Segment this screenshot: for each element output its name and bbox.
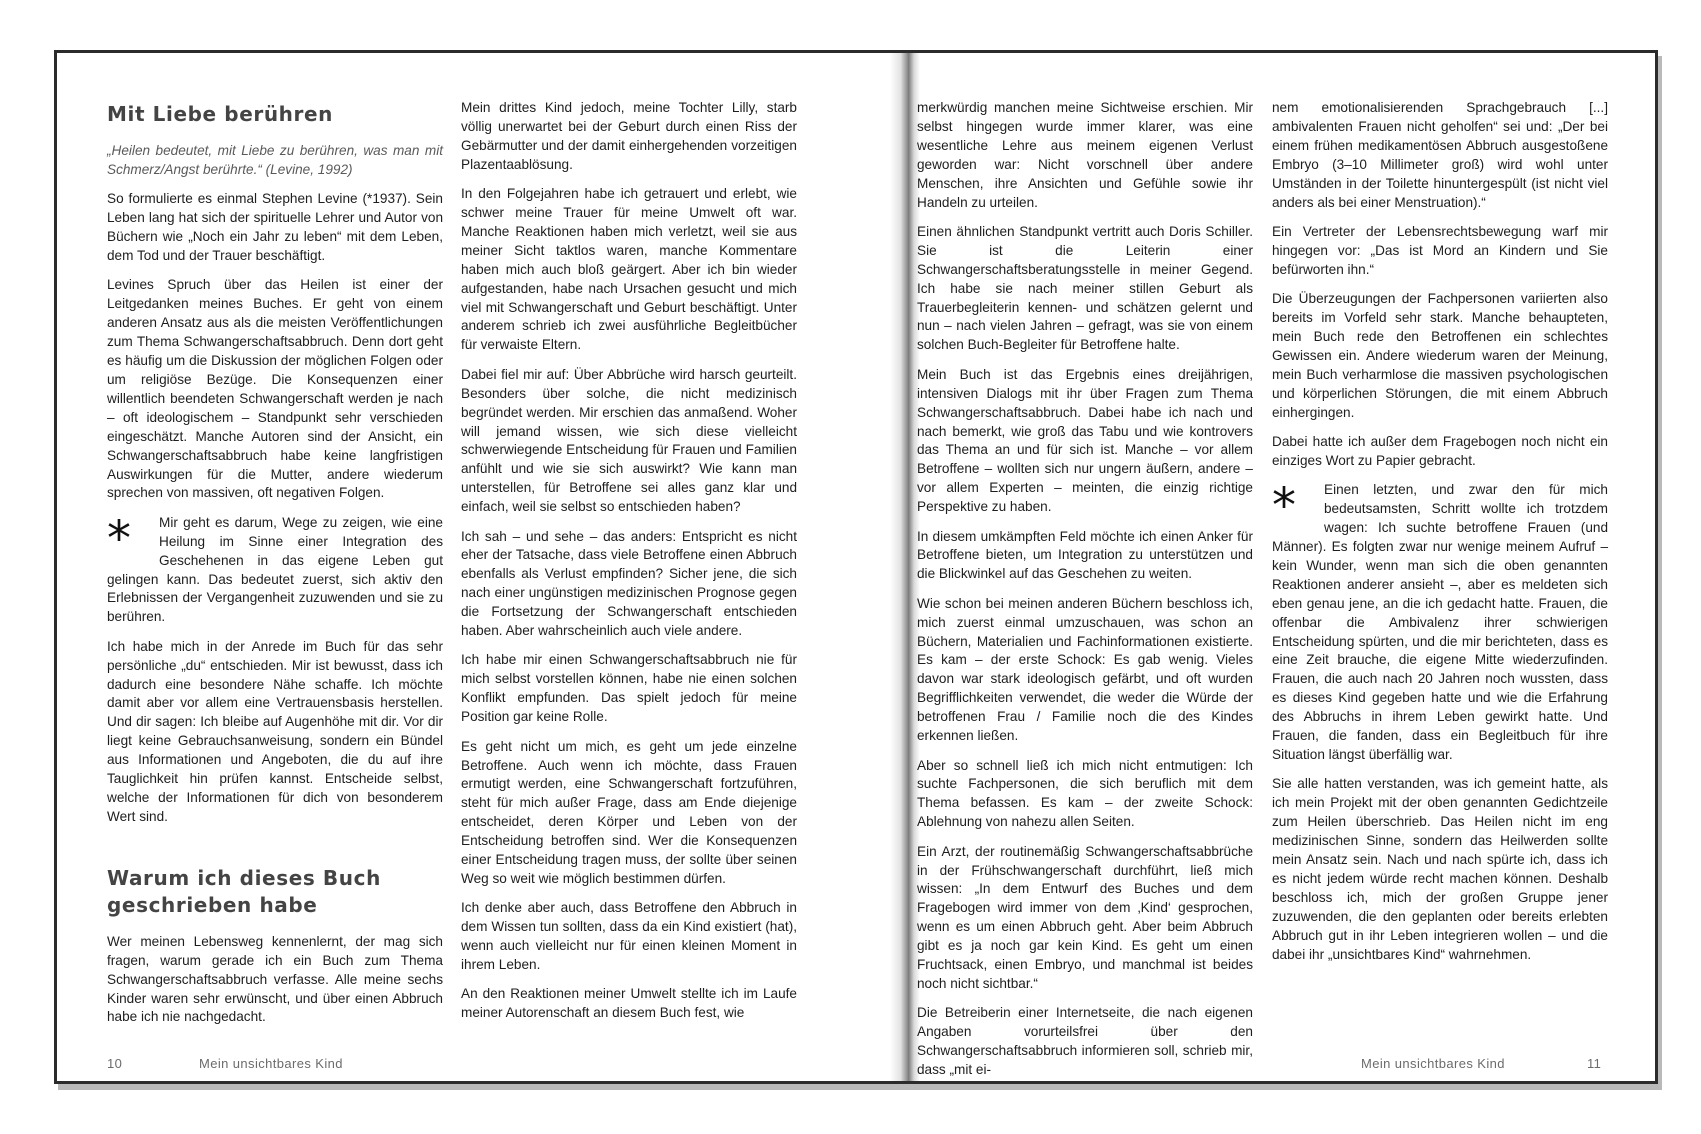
running-title-right: Mein unsichtbares Kind [1361, 1056, 1505, 1071]
epigraph-quote: „Heilen bedeutet, mit Liebe zu berühren, was man mit Schmerz/Angst berührte.“ (Levine, 1992) [107, 143, 443, 177]
heading-warum-ich-dieses-buch: Warum ich dieses Buch geschrieben habe [107, 865, 381, 917]
paragraph: In den Folgejahren habe ich getrauert und erlebt, wie schwer meine Trauer für meine Umwelt oft war. Manche Reaktionen haben mich verletzt, weil sie aus meiner Sicht taktlos waren, manche Kommentare haben mich auch bloß geärgert. Aber ich bin wieder aufgestanden, habe nach Ursachen gesucht und mich viel mit Schwangerschaft und Geburt beschäftigt. Unter anderem schrieb ich zwei ausführliche Begleitbücher für verwaiste Eltern. [461, 186, 797, 353]
page-number-left: 10 [107, 1056, 123, 1071]
starred-paragraph [107, 510, 443, 627]
paragraph: Die Überzeugungen der Fachpersonen variierten also bereits im Vorfeld sehr stark. Manche behaupteten, mein Buch rede den Betroffenen ein schlechtes Gewissen ein. Andere wiederum waren der Meinung, mein Buch verharmlose die massiven psychologischen und körperlichen Störungen, die mit einem Abbruch einhergingen. [1272, 291, 1608, 420]
heading-mit-liebe-beruehren: Mit Liebe berühren [107, 102, 333, 126]
paragraph: Ich sah – und sehe – das anders: Entspricht es nicht eher der Tatsache, dass viele Betroffene einen Abbruch ebenfalls als Verlust empfinden? Sicher jene, die sich nach einer ungünstigen medizinischen Prognose gegen die Fortsetzung der Schwangerschaft entschieden haben. Aber wahrscheinlich auch viele andere. [461, 528, 797, 639]
paragraph: An den Reaktionen meiner Umwelt stellte ich im Laufe meiner Autorenschaft an diesem Buch fest, wie [461, 986, 797, 1021]
paragraph: nem emotionalisierenden Sprachgebrauch [...] ambivalenten Frauen nicht geholfen“ sei und: „Der bei einem frühen medikamentösen Abbruch ausgestoßene Embryo (3–10 Millimeter groß) wird wohl unter Umständen in der Toilette hinuntergespült (ist nicht viel anders als bei einer Menstruation).“ [1272, 100, 1608, 210]
paragraph: Wie schon bei meinen anderen Büchern beschloss ich, mich zuerst einmal umzuschauen, was schon an Büchern, Materialien und Fachinformationen existierte. Es kam – der erste Schock: Es gab wenig. Vieles davon war stark ideologisch gefärbt, und oft wurden Begrifflichkeiten verwendet, die weder die Würde der betroffenen Frau / Familie noch die des Kindes erkennen ließen. [917, 595, 1253, 744]
open-book-spread [54, 50, 1658, 1084]
paragraph: merkwürdig manchen meine Sichtweise erschien. Mir selbst hingegen wurde immer klarer, was eine wesentliche Lehre aus meinem eigenen Verlust geworden war: Nicht vorschnell über andere Menschen, ihre Ansichten und Gefühle sowie ihr Handeln zu urteilen. [917, 100, 1253, 210]
paragraph: Es geht nicht um mich, es geht um jede einzelne Betroffene. Auch wenn ich möchte, dass Frauen ermutigt werden, eine Schwangerschaft fortzuführen, steht für mich außer Frage, dass am Ende diejenige entscheidet, deren Körper und Leben von der Entscheidung betroffen sind. Wer die Konsequenzen einer Entscheidung tragen muss, der sollte über seinen Weg so weit wie möglich bestimmen dürfen. [461, 738, 797, 886]
running-title-left: Mein unsichtbares Kind [199, 1056, 343, 1071]
paragraph: Aber so schnell ließ ich mich nicht entmutigen: Ich suchte Fachpersonen, die sich beruflich mit dem Thema befassen. Es kam – der zweite Schock: Ablehnung von nahezu allen Seiten. [917, 757, 1253, 830]
paragraph: Wer meinen Lebensweg kennenlernt, der mag sich fragen, warum gerade ich ein Buch zum Thema Schwangerschaftsabbruch verfasse. Alle meine sechs Kinder waren sehr erwünscht, und über einen Abbruch habe ich nie nachgedacht. [107, 933, 443, 1025]
book-gutter [890, 53, 920, 1081]
paragraph: Mein drittes Kind jedoch, meine Tochter Lilly, starb völlig unerwartet bei der Geburt durch einen Riss der Gebärmutter und der damit einhergehenden vorzeitigen Plazentaablösung. [461, 100, 797, 172]
paragraph: Levines Spruch über das Heilen ist einer der Leitgedanken meines Buches. Er geht von einem anderen Ansatz aus als die meisten Veröffentlichungen zum Thema Schwangerschaftsabbruch. Denn dort geht es häufig um die Diskussion der möglichen Folgen oder um religiöse Bezüge. Die Konsequenzen einer willentlich beendeten Schwangerschaft werden je nach – oft ideologischem – Standpunkt sehr verschieden eingeschätzt. Manche Autoren sind der Ansicht, ein Schwangerschaftsabbruch habe keine langfristigen Auswirkungen für die Mutter, andere wiederum sprechen von massiven, oft negativen Folgen. [107, 277, 443, 501]
paragraph: Ich habe mich in der Anrede im Buch für das sehr persönliche „du“ entschieden. Mir ist bewusst, dass ich dadurch eine besondere Nähe schaffe. Ich möchte damit aber vor allem eine Vertrauensbasis herstellen. Und dir sagen: Ich bleibe auf Augenhöhe mit dir. Vor dir liegt keine Gebrauchsanweisung, sondern ein Bündel aus Informationen und Angeboten, die du auf ihre Tauglichkeit hin prüfen kannst. Entscheide selbst, welche der Informationen für dich von besonderem Wert sind. [107, 638, 443, 824]
paragraph-text: Mir geht es darum, Wege zu zeigen, wie eine Heilung im Sinne einer Integration des Geschehenen in das eigene Leben gut gelingen kann. Das bedeutet zuerst, sich aktiv den Erlebnissen der Vergangenheit zuzuwenden und sie zu berühren. [107, 514, 443, 625]
paragraph: Mein Buch ist das Ergebnis eines dreijährigen, intensiven Dialogs mit ihr über Fragen zum Thema Schwangerschaftsabbruch. Dabei habe ich nach und nach bemerkt, wie groß das Tabu und wie kontrovers das Thema an und für sich ist. Manche – vor allem Betroffene – wollten sich nur ungern äußern, andere – vor allem Experten – meinten, die einzig richtige Perspektive zu haben. [917, 366, 1253, 515]
paragraph: Einen ähnlichen Standpunkt vertritt auch Doris Schiller. Sie ist die Leiterin einer Schwangerschaftsberatungsstelle in meiner Gegend. Ich habe sie nach meiner stillen Geburt als Trauerbegleiterin kennen- und schätzen gelernt und nun – nach vielen Jahren – gefragt, was sie von einem solchen Buch-Begleiter für Betroffene halte. [917, 223, 1253, 353]
starred-paragraph [1272, 478, 1608, 765]
right-page-column-2 [1272, 99, 1608, 975]
left-page-column-2 [461, 99, 797, 1034]
asterisk-ornament: * [107, 510, 131, 567]
paragraph: Dabei hatte ich außer dem Fragebogen noch nicht ein einziges Wort zu Papier gebracht. [1272, 434, 1608, 468]
paragraph: Ich habe mir einen Schwangerschaftsabbruch nie für mich selbst vorstellen können, habe nie einen solchen Konflikt empfunden. Das spielt jedoch für meine Position gar keine Rolle. [461, 652, 797, 725]
right-page-column-1 [917, 99, 1253, 1091]
paragraph: Sie alle hatten verstanden, was ich gemeint hatte, als ich mein Projekt mit der oben genannten Gedichtzeile zum Heilen überschrieb. Das Heilen nicht im eng medizinischen Sinne, sondern das Heilwerden sollte mein Ansatz sein. Nach und nach spürte ich, dass ich es nicht jedem würde recht machen können. Deshalb beschloss ich, mich der großen Gruppe jener zuzuwenden, die den geplanten oder bereits erlebten Abbruch gut in ihr Leben integrieren wollen – und die dabei ihr „unsichtbares Kind“ wahrnehmen. [1272, 776, 1608, 962]
paragraph: Ein Arzt, der routinemäßig Schwangerschaftsabbrüche in der Frühschwangerschaft durchführt, ließ mich wissen: „In dem Entwurf des Buches und dem Fragebogen wird immer von dem ‚Kind‘ gesprochen, wenn es um einen Abbruch geht. Aber beim Abbruch gibt es ja noch gar kein Kind. Es geht um einen Fruchtsack, einen Embryo, und manchmal ist beides noch nicht sichtbar.“ [917, 843, 1253, 991]
asterisk-ornament: * [1272, 478, 1296, 535]
paragraph: In diesem umkämpften Feld möchte ich einen Anker für Betroffene bieten, um Integration zu unterstützen und die Blickwinkel auf das Geschehen zu weiten. [917, 528, 1253, 582]
paragraph: Die Betreiberin einer Internetseite, die nach eigenen Angaben vorurteilsfrei über den Schwangerschaftsabbruch informieren soll, schrieb mir, dass „mit ei- [917, 1005, 1253, 1078]
paragraph: Ich denke aber auch, dass Betroffene den Abbruch in dem Wissen tun sollten, dass da ein Kind existiert (hat), wenn auch vielleicht nur für einen kleinen Moment in ihrem Leben. [461, 900, 797, 973]
page-number-right: 11 [1587, 1056, 1602, 1071]
paragraph: Dabei fiel mir auf: Über Abbrüche wird harsch geurteilt. Besonders über solche, die nicht medizinisch begründet werden. Mir erschien das anmaßend. Woher will jemand wissen, wie sich diese vielleicht schwerwiegende Entscheidung für Frauen und Familien anfühlt und wie sie sich auswirkt? Wie kann man unterstellen, für Betroffene sei alles ganz klar und einfach, weil sie selbst so entschieden haben? [461, 366, 797, 515]
paragraph: Ein Vertreter der Lebensrechtsbewegung warf mir hingegen vor: „Das ist Mord an Kindern und Sie befürworten ihn.“ [1272, 223, 1608, 277]
left-page-column-1 [107, 101, 443, 1038]
paragraph: So formulierte es einmal Stephen Levine (*1937). Sein Leben lang hat sich der spirituelle Lehrer und Autor von Büchern wie „Noch ein Jahr zu leben“ mit dem Leben, dem Tod und der Trauer beschäftigt. [107, 191, 443, 264]
paragraph-text: Einen letzten, und zwar den für mich bedeutsamsten, Schritt wollte ich trotzdem wagen: Ich suchte betroffene Frauen (und Männer). Es folgten zwar nur wenige meinem Aufruf – kein Wunder, wenn man sich die oben genannten Reaktionen anderer ansieht –, aber es meldeten sich eben genau jene, an die ich gedacht hatte. Frauen, die offenbar die Ambivalenz ihrer schwierigen Entscheidung spürten, und die mir berichteten, dass es eine Zeit brauche, die eigene Mitte wiederzufinden. Frauen, die auch nach 20 Jahren noch wussten, dass es dieses Kind gegeben hatte und wie die Erfahrung des Abbruchs in ihrem Leben gewirkt hatte. Und Frauen, die fanden, dass ein Begleitbuch für ihre Situation längst überfällig war. [1272, 482, 1608, 762]
